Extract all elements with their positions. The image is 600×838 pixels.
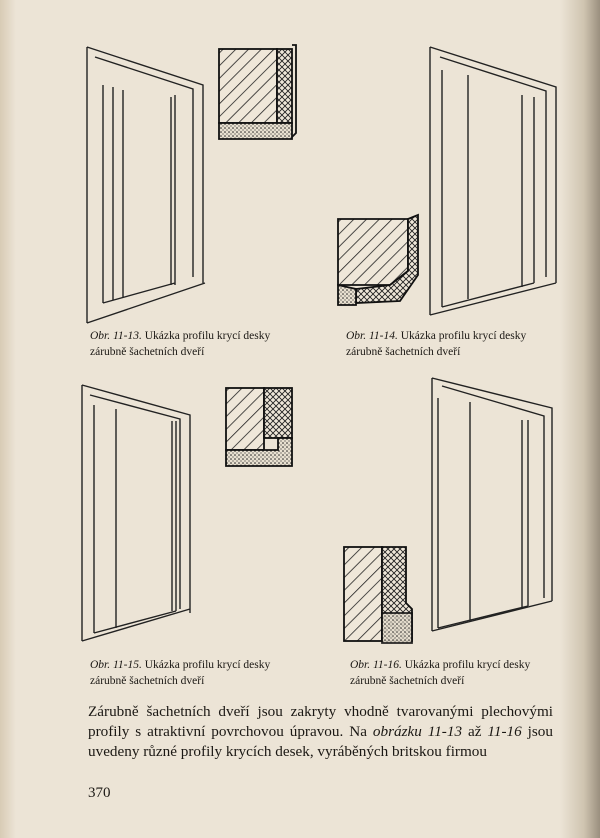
figure-11-16-door-drawing: [430, 376, 555, 634]
caption-text: Ukázka profilu krycí desky: [404, 659, 531, 671]
page-edge-shadow-left: [0, 0, 16, 838]
caption-text: zárubně šachetních dveří: [346, 346, 461, 358]
body-text-part: až: [462, 723, 488, 740]
figure-11-15-caption: [90, 657, 320, 689]
figure-label: Obr. 11-14.: [346, 330, 398, 342]
caption-text: Ukázka profilu krycí desky: [400, 330, 527, 342]
figure-reference: obrázku 11-13: [372, 723, 463, 740]
figure-11-14-door-drawing: [428, 45, 558, 320]
figure-11-16-profile-section: [340, 543, 420, 648]
caption-text: Ukázka profilu krycí desky: [144, 330, 271, 342]
figure-11-13-profile-section: [216, 43, 301, 143]
figure-11-15-door-drawing: [80, 383, 195, 648]
body-text-part: Zárubně šachetních dveří jsou zakryty vhodně tvarovanými plechovými profily s atraktivní povrchovou úpravou. Na: [88, 703, 553, 740]
figure-11-13-door-drawing: [85, 45, 210, 325]
body-paragraph: [88, 702, 553, 762]
body-text-part: jsou uvedeny různé profily krycích desek, vyráběných britskou firmou: [88, 723, 553, 760]
page-edge-shadow-right: [560, 0, 600, 838]
caption-text: zárubně šachetních dveří: [90, 675, 205, 687]
caption-text: Ukázka profilu krycí desky: [144, 659, 271, 671]
figure-11-16-caption: [350, 657, 580, 689]
figure-11-14-profile-section: [334, 213, 424, 313]
caption-text: zárubně šachetních dveří: [350, 675, 465, 687]
page-number: 370: [88, 785, 111, 801]
figure-label: Obr. 11-13.: [90, 330, 142, 342]
figure-11-15-profile-section: [222, 382, 302, 472]
caption-text: zárubně šachetních dveří: [90, 346, 205, 358]
figure-11-14-caption: [346, 328, 576, 360]
figure-11-13-caption: [90, 328, 320, 360]
figure-label: Obr. 11-15.: [90, 659, 142, 671]
figure-label: Obr. 11-16.: [350, 659, 402, 671]
figure-reference: 11-16: [487, 723, 522, 740]
